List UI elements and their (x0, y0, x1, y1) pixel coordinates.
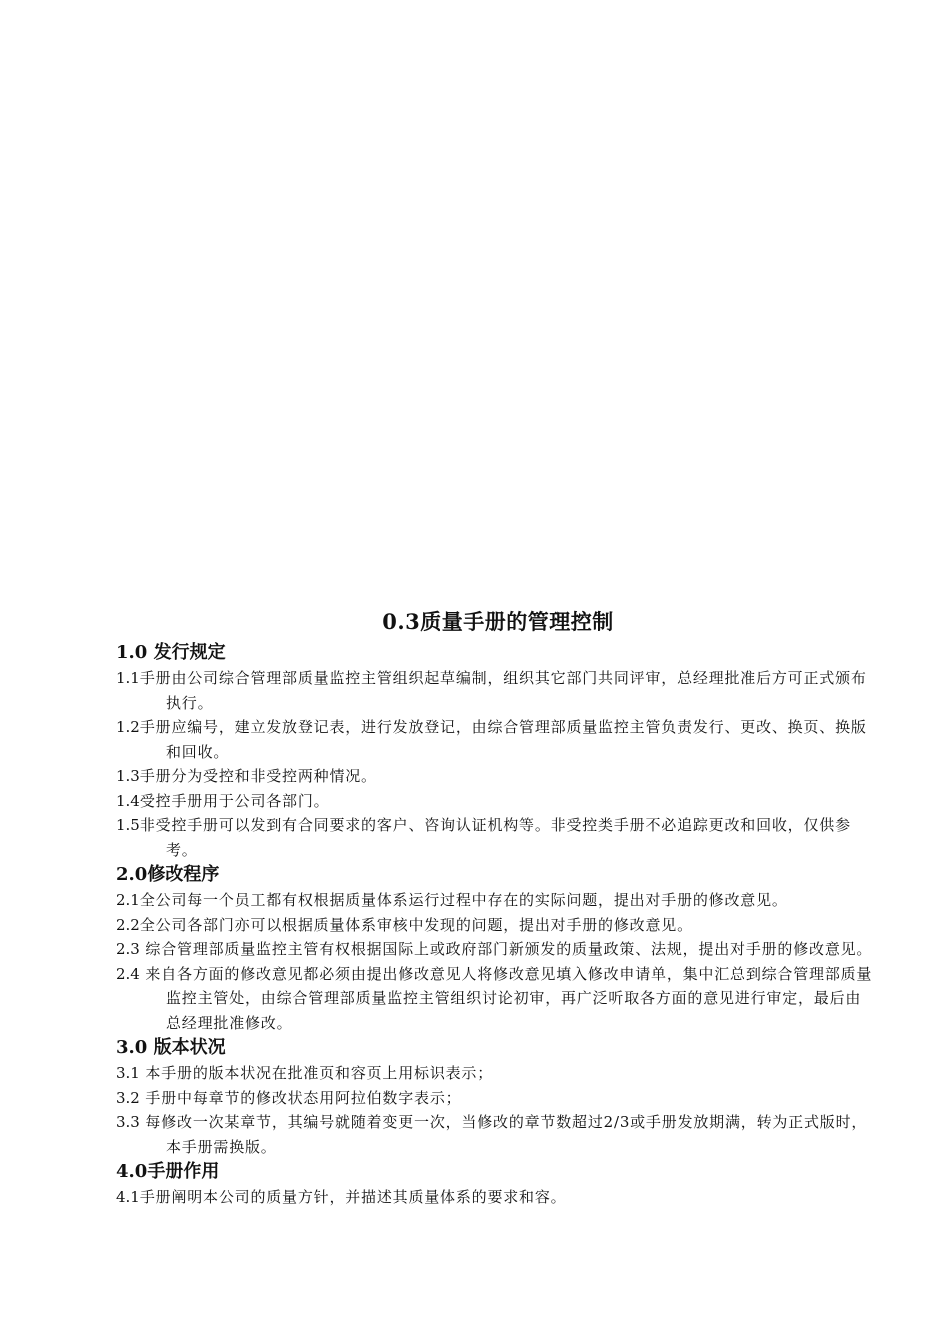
item-text: 手册分为受控和非受控两种情况。 (139, 767, 377, 785)
item-number: 2.4 (116, 964, 140, 983)
item-number: 1.3 (116, 767, 140, 785)
item-number: 2.2 (116, 915, 140, 934)
item-text: 手册应编号，建立发放登记表，进行发放登记，由综合管理部质量监控主管负责发行、更改、换页、换版和回收。 (139, 718, 867, 761)
section-heading-2: 2.0修改程序 (116, 864, 220, 885)
item-number: 1.2 (116, 718, 140, 736)
section-heading-3: 3.0 版本状况 (116, 1037, 226, 1058)
item-number: 1.5 (116, 816, 140, 834)
item-text: 受控手册用于公司各部门。 (139, 791, 330, 810)
document-title: 0.3质量手册的管理控制 (382, 609, 614, 634)
item-text: 全公司每一个员工都有权根据质量体系运行过程中存在的实际问题，提出对手册的修改意见。 (139, 891, 788, 909)
item-number: 4.1 (116, 1188, 140, 1206)
item-text: 来自各方面的修改意见都必须由提出修改意见人将修改意见填入修改申请单，集中汇总到综合管理部质量监控主管处，由综合管理部质量监控主管组织讨论初审，再广泛听取各方面的意见进行审定，最后由总经理批准修改。 (139, 964, 873, 1032)
list-item (116, 666, 876, 715)
item-number: 3.3 (116, 1113, 140, 1131)
item-text: 每修改一次某章节，其编号就随着变更一次，当修改的章节数超过2/3或手册发放期满，转为正式版时，本手册需换版。 (139, 1113, 868, 1156)
list-item (116, 937, 876, 962)
list-item (116, 1061, 876, 1086)
item-text: 全公司各部门亦可以根据质量体系审核中发现的问题，提出对手册的修改意见。 (139, 915, 693, 934)
item-number: 2.3 (116, 940, 140, 958)
list-item (116, 913, 876, 938)
item-number: 2.1 (116, 891, 140, 909)
item-text: 手册阐明本公司的质量方针，并描述其质量体系的要求和容。 (139, 1188, 567, 1206)
item-number: 3.1 (116, 1064, 140, 1082)
section-heading-4: 4.0手册作用 (116, 1161, 220, 1182)
item-number: 1.4 (116, 791, 140, 810)
item-text: 综合管理部质量监控主管有权根据国际上或政府部门新颁发的质量政策、法规，提出对手册的修改意见。 (139, 940, 873, 958)
item-text: 本手册的版本状况在批准页和容页上用标识表示； (139, 1064, 494, 1082)
list-item (116, 715, 876, 764)
list-item (116, 1086, 876, 1111)
list-item (116, 813, 876, 862)
item-number: 1.1 (116, 669, 140, 687)
list-item (116, 764, 876, 789)
list-item (116, 962, 876, 1036)
list-item (116, 888, 876, 913)
list-item (116, 1185, 876, 1210)
item-text: 手册中每章节的修改状态用阿拉伯数字表示； (139, 1088, 462, 1107)
item-number: 3.2 (116, 1088, 140, 1107)
section-heading-1: 1.0 发行规定 (116, 642, 226, 663)
item-text: 手册由公司综合管理部质量监控主管组织起草编制，组织其它部门共同评审，总经理批准后方可正式颁布执行。 (139, 669, 867, 712)
item-text: 非受控手册可以发到有合同要求的客户、咨询认证机构等。非受控类手册不必追踪更改和回收，仅供参考。 (139, 816, 851, 859)
list-item (116, 789, 876, 814)
document-body (116, 604, 876, 1210)
list-item (116, 1110, 876, 1159)
